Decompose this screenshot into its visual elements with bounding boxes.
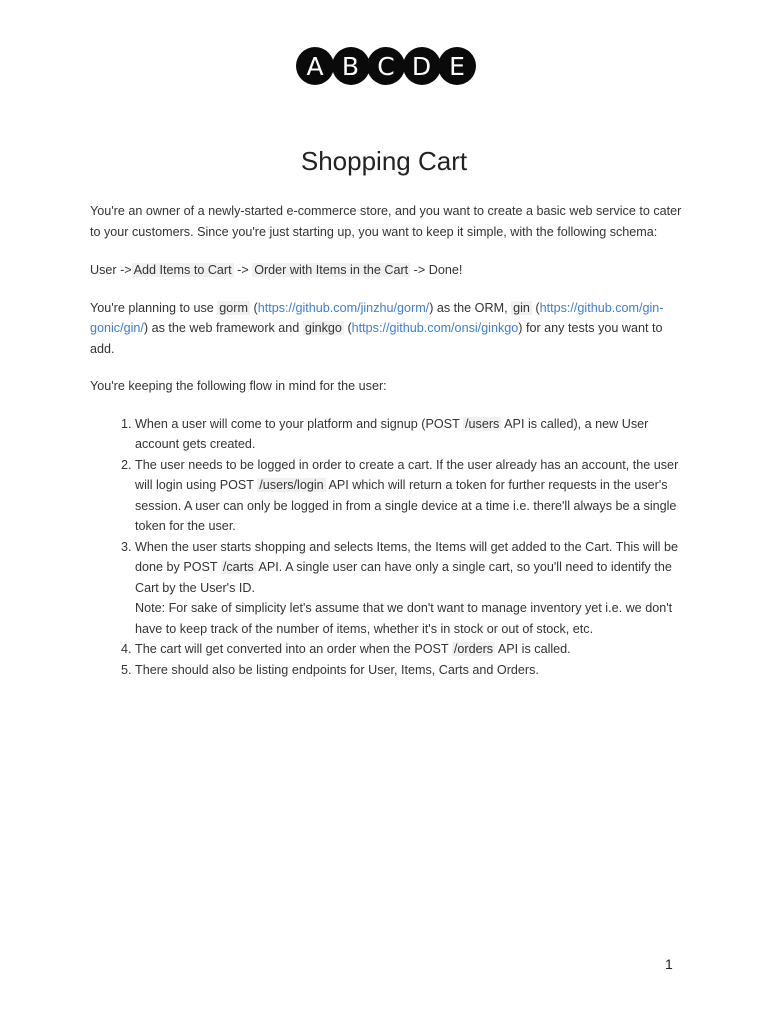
- list-item: 1. When a user will come to your platform and signup (POST /users API is called), a new User account gets created.: [135, 414, 684, 455]
- planning-text: (: [531, 300, 540, 315]
- flow-step-order: Order with Items in the Cart: [254, 263, 409, 277]
- note-text: Note: For sake of simplicity let's assume that we don't want to manage inventory yet i.e. we don't have to keep track of the number of items, whether it's in stock or out of stock, etc.: [135, 601, 673, 636]
- planning-text: ) as the web framework and: [143, 321, 303, 335]
- ginkgo-link[interactable]: https://github.com/onsi/ginkgo: [351, 321, 519, 335]
- page-number: 1: [665, 956, 673, 972]
- planning-text: (: [249, 300, 258, 315]
- planning-text: ) for any tests you want to add.: [90, 321, 663, 356]
- document-body: [90, 201, 684, 680]
- list-item: 2. The user needs to be logged in order to create a cart. If the user already has an account, the user will login using POST /users/login API which will return a token for further requests in the user's session. A user can only be logged in from a single device at a time i.e. there'll always be a single token for the user.: [135, 455, 684, 537]
- planning-text: (: [343, 321, 352, 335]
- flow-separator: ->: [233, 263, 253, 277]
- gorm-code: gorm: [219, 300, 248, 315]
- logo-letter: E: [438, 47, 476, 85]
- keeping-paragraph: You're keeping the following flow in mind for the user:: [90, 379, 387, 393]
- gin-link[interactable]: https://github.com/gin-gonic/gin/: [90, 300, 664, 335]
- planning-text: You're planning to use: [90, 300, 218, 315]
- ginkgo-code: ginkgo: [304, 321, 342, 335]
- flow-step-add-items: Add Items to Cart: [133, 263, 232, 277]
- endpoint-code: /users: [465, 416, 500, 431]
- flow-suffix: -> Done!: [410, 263, 463, 277]
- flow-paragraph: [90, 260, 684, 281]
- planning-paragraph: [90, 298, 684, 360]
- user-flow-list: [90, 414, 684, 681]
- list-item: 4. The cart will get converted into an order when the POST /orders API is called.: [135, 639, 684, 660]
- logo-letter: D: [403, 47, 441, 85]
- endpoint-code: /users/login: [259, 478, 324, 492]
- gorm-link[interactable]: https://github.com/jinzhu/gorm/: [257, 300, 430, 315]
- logo-letter: B: [332, 47, 370, 85]
- planning-text: ) as the ORM,: [429, 300, 512, 315]
- logo-letter: C: [367, 47, 405, 85]
- abcde-logo: [296, 47, 474, 85]
- endpoint-code: /carts: [222, 560, 254, 574]
- logo-letter: A: [296, 47, 334, 85]
- page-title: Shopping Cart: [300, 146, 468, 176]
- flow-prefix: User ->: [90, 263, 132, 277]
- gin-code: gin: [513, 300, 530, 315]
- intro-paragraph: You're an owner of a newly-started e-commerce store, and you want to create a basic web service to cater to your customers. Since you're just starting up, you want to keep it simple, with the following schema:: [90, 204, 682, 239]
- list-item: 3. When the user starts shopping and selects Items, the Items will get added to the Cart. This will be done by POST /carts API. A single user can have only a single cart, so you'll need to identify the Cart by the User's ID. Note: For sake of simplicity let's assume that we don't want to manage inventory yet i.e. we don't have to keep track of the number of items, whether it's in stock or out of stock, etc.: [135, 537, 684, 640]
- list-item: 5. There should also be listing endpoints for User, Items, Carts and Orders.: [135, 660, 684, 681]
- endpoint-code: /orders: [453, 642, 494, 656]
